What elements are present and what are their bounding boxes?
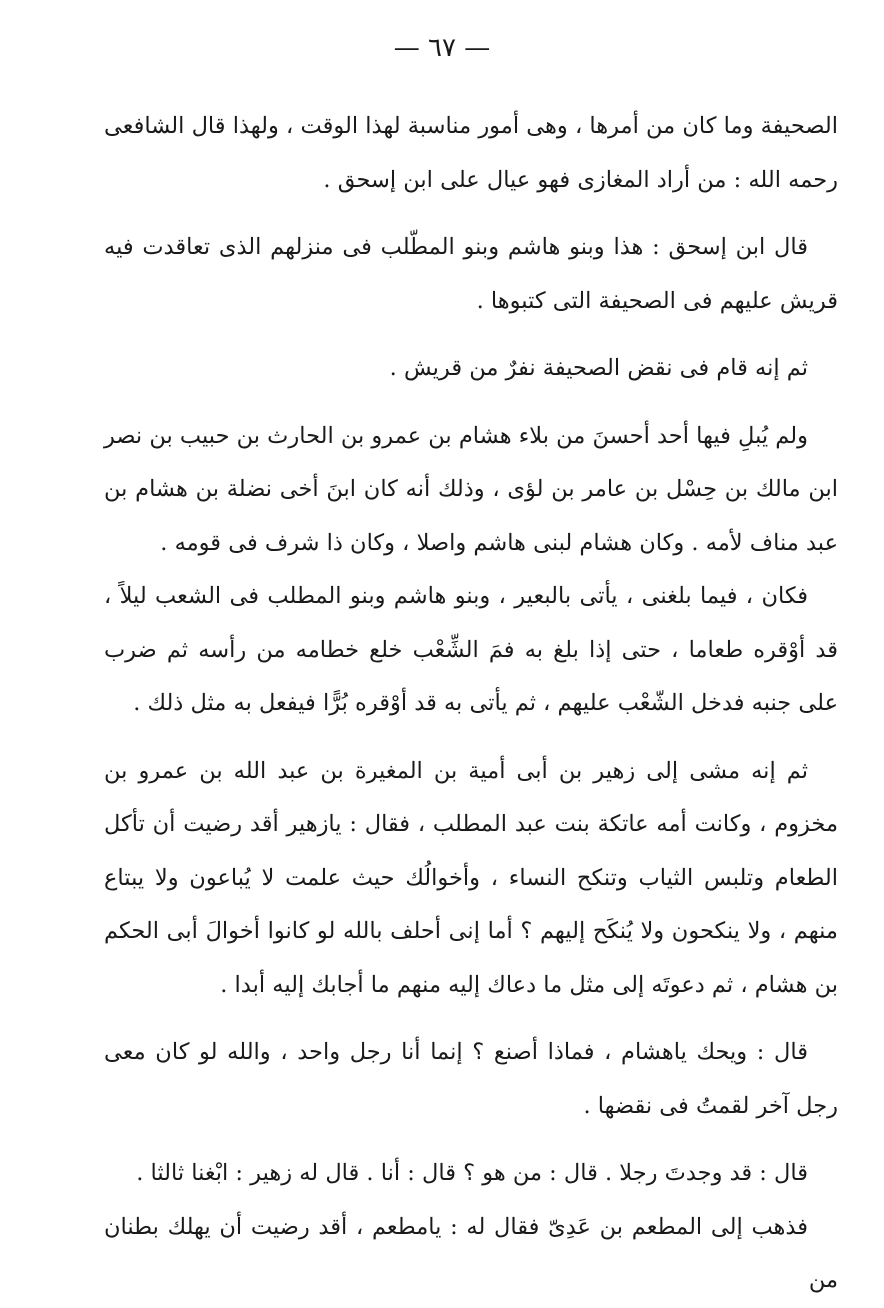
paragraph: ثم إنه قام فى نقض الصحيفة نفرٌ من قريش . [389,355,808,381]
paragraph: قال : قد وجدتَ رجلا . قال : من هو ؟ قال : أنا . قال له زهير : ابْغنا ثالثا . [136,1160,808,1186]
paragraph: قال : ويحك ياهشام ، فماذا أصنع ؟ إنما أنا رجل واحد ، والله لو كان معى رجل آخر لقمتُ فى نقضها . [104,1039,838,1119]
paragraph: فكان ، فيما بلغنى ، يأتى بالبعير ، وبنو هاشم وبنو المطلب فى الشعب ليلاً ، قد أوْقره طعاما ، حتى إذا بلغ به فمَ الشِّعْب خلع خطامه من رأسه ثم ضرب على جنبه فدخل الشّعْب عليهم ، ثم يأتى به قد أوْقره بُرًّا فيفعل به مثل ذلك . [104,583,838,716]
paragraph: فذهب إلى المطعم بن عَدِىّ فقال له : يامطعم ، أقد رضيت أن يهلك بطنان من [104,1213,838,1293]
page-body [104,100,838,1308]
paragraph: الصحيفة وما كان من أمرها ، وهى أمور مناسبة لهذا الوقت ، ولهذا قال الشافعى رحمه الله : من أراد المغازى فهو عيال على ابن إسحق . [104,113,838,193]
paragraph: ولم يُبلِ فيها أحد أحسنَ من بلاء هشام بن عمرو بن الحارث بن حبيب بن نصر ابن مالك بن حِسْل بن عامر بن لؤى ، وذلك أنه كان ابنَ أخى نضلة بن هشام بن عبد مناف لأمه . وكان هشام لبنى هاشم واصلا ، وكان ذا شرف فى قومه . [104,422,838,556]
page-number: — ٦٧ — [393,33,491,63]
paragraph: ثم إنه مشى إلى زهير بن أبى أمية بن المغيرة بن عبد الله بن عمرو بن مخزوم ، وكانت أمه عاتكة بنت عبد المطلب ، فقال : يازهير أقد رضيت أن تأكل الطعام وتلبس الثياب وتنكح النساء ، وأخوالُك حيث علمت لا يُباعون ولا يبتاع منهم ، ولا ينكحون ولا يُنكَح إليهم ؟ أما إنى أحلف بالله لو كانوا أخوالَ أبى الحكم بن هشام ، ثم دعوتَه إلى مثل ما دعاك إليه منهم ما أجابك إليه أبدا . [104,757,838,998]
paragraph: قال ابن إسحق : هذا وبنو هاشم وبنو المطّلب فى منزلهم الذى تعاقدت فيه قريش عليهم فى الصحيفة التى كتبوها . [104,234,838,314]
